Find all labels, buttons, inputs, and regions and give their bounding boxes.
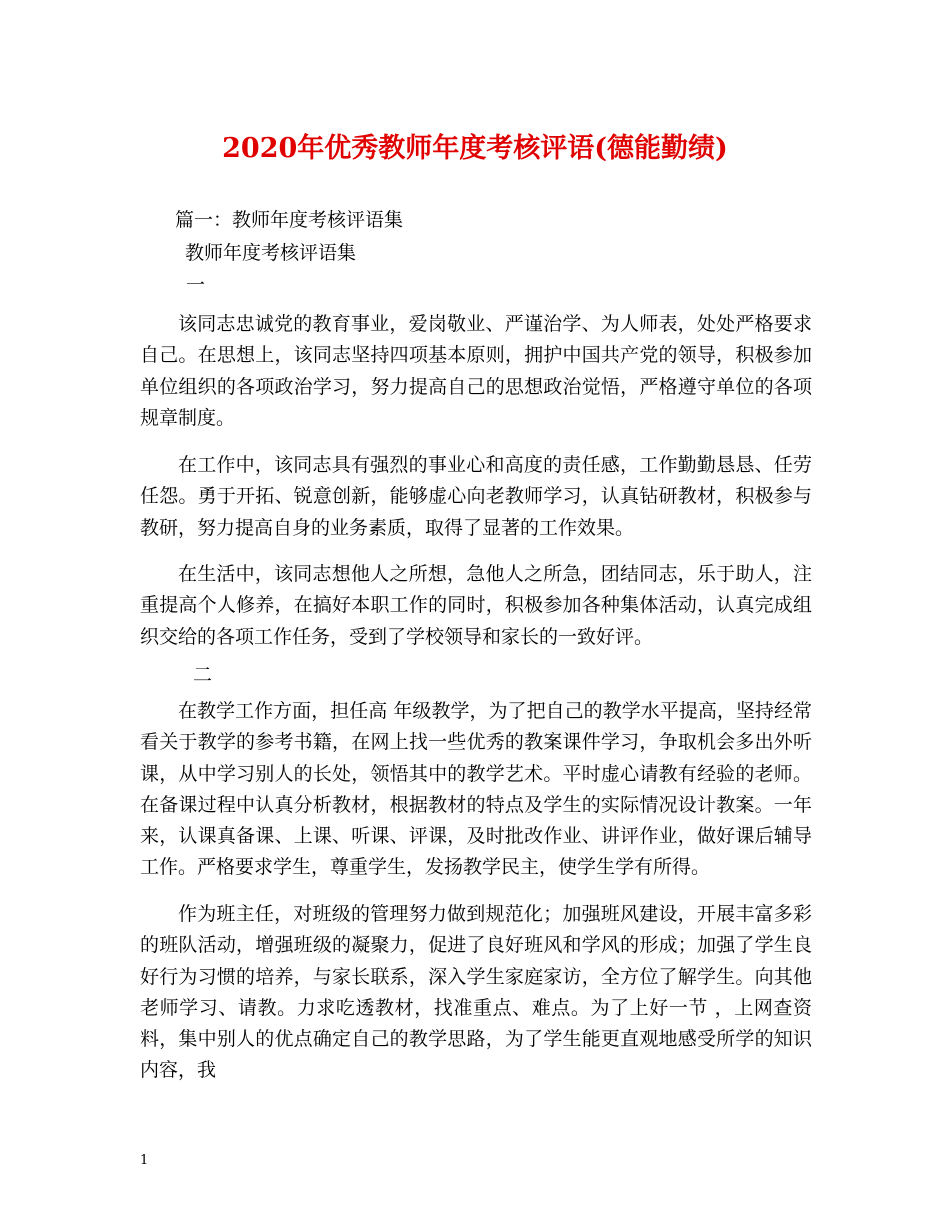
paragraph-1-1: 该同志忠诚党的教育事业，爱岗敬业、严谨治学、为人师表，处处严格要求自己。在思想上，该同志坚持四项基本原则，拥护中国共产党的领导，积极参加单位组织的各项政治学习，努力提高自己的思想政治觉悟，严格遵守单位的各项规章制度。 [140,313,812,429]
part-one-label: 一 [186,274,206,296]
sub-heading: 教师年度考核评语集 [185,242,357,264]
document-title: 2020年优秀教师年度考核评语(德能勤绩) [222,133,728,164]
paragraph-2-2: 作为班主任，对班级的管理努力做到规范化；加强班风建设，开展丰富多彩的班队活动，增强班级的凝聚力，促进了良好班风和学风的形成；加强了学生良好行为习惯的培养，与家长联系，深入学生家庭家访，全方位了解学生。向其他老师学习、请教。力求吃透教材，找准重点、难点。为了上好一节 ，上网查资料，集中别人的优点确定自己的教学思路，为了学生能更直观地感受所学的知识内容，我 [140,903,812,1082]
part-two-label: 二 [193,664,213,686]
page-number: 1 [140,1153,149,1168]
section-heading: 篇一：教师年度考核评语集 [175,209,404,231]
paragraph-2-1: 在教学工作方面，担任高 年级教学，为了把自己的教学水平提高，坚持经常看关于教学的参考书籍，在网上找一些优秀的教案课件学习，争取机会多出外听课，从中学习别人的长处，领悟其中的教学艺术。平时虚心请教有经验的老师。在备课过程中认真分析教材，根据教材的特点及学生的实际情况设计教案。一年来，认课真备课、上课、听课、评课，及时批改作业、讲评作业，做好课后辅导工作。严格要求学生，尊重学生，发扬教学民主，使学生学有所得。 [140,700,812,879]
paragraph-1-3: 在生活中，该同志想他人之所想，急他人之所急，团结同志，乐于助人，注重提高个人修养，在搞好本职工作的同时，积极参加各种集体活动，认真完成组织交给的各项工作任务，受到了学校领导和家长的一致好评。 [140,563,812,648]
paragraph-1-2: 在工作中，该同志具有强烈的事业心和高度的责任感，工作勤勤恳恳、任劳任怨。勇于开拓、锐意创新，能够虚心向老教师学习，认真钻研教材，积极参与教研，努力提高自身的业务素质，取得了显著的工作效果。 [140,454,812,539]
